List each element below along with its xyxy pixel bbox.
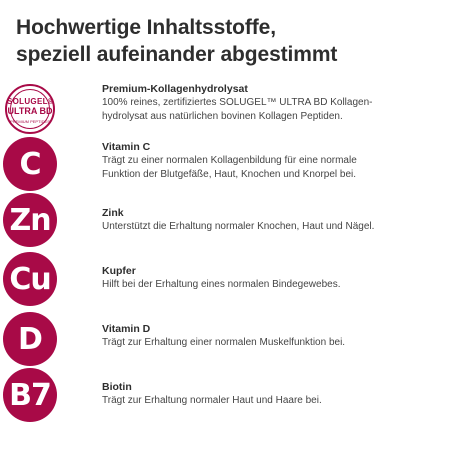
solugel-seal-logo bbox=[5, 84, 55, 134]
copper-badge: Cu bbox=[3, 252, 57, 306]
ingredient-description-line: Trägt zur Erhaltung normaler Haut und Haare bei. bbox=[102, 395, 322, 406]
ingredient-title: Vitamin D bbox=[102, 323, 151, 335]
title-line-2: speziell aufeinander abgestimmt bbox=[16, 43, 338, 66]
seal-tagline-text: PREMIUM PEPTIDES bbox=[10, 119, 50, 124]
ingredient-title: Biotin bbox=[102, 381, 132, 393]
ingredient-description-line: hydrolysat aus natürlichen bovinen Kollagen Peptiden. bbox=[102, 111, 343, 122]
ingredient-title: Vitamin C bbox=[102, 141, 151, 153]
ingredient-title: Kupfer bbox=[102, 265, 136, 277]
ingredient-text bbox=[102, 380, 452, 408]
zinc-badge: Zn bbox=[3, 193, 57, 247]
ingredient-description-line: 100% reines, zertifiziertes SOLUGEL™ ULTRA BD Kollagen- bbox=[102, 97, 373, 108]
ingredient-title: Premium-Kollagenhydrolysat bbox=[102, 83, 248, 95]
vitamin-d-badge: D bbox=[3, 312, 57, 366]
ingredient-description-line: Unterstützt die Erhaltung normaler Knochen, Haut und Nägel. bbox=[102, 221, 375, 232]
ingredient-text bbox=[102, 206, 452, 234]
ingredient-title: Zink bbox=[102, 207, 124, 219]
ingredient-description-line: Funktion der Blutgefäße, Haut, Knochen und Knorpel bei. bbox=[102, 169, 357, 180]
ingredient-text bbox=[102, 264, 452, 292]
seal-brand-text: SOLUGEL® bbox=[7, 97, 54, 106]
seal-product-text: ULTRA BD bbox=[7, 106, 53, 116]
biotin-badge: B7 bbox=[3, 368, 57, 422]
vitamin-c-badge: C bbox=[3, 137, 57, 191]
ingredient-description-line: Hilft bei der Erhaltung eines normalen Bindegewebes. bbox=[102, 279, 341, 290]
ingredient-description-line: Trägt zur Erhaltung einer normalen Muskelfunktion bei. bbox=[102, 337, 346, 348]
ingredient-description-line: Trägt zu einer normalen Kollagenbildung für eine normale bbox=[102, 155, 357, 166]
title-line-1: Hochwertige Inhaltsstoffe, bbox=[16, 16, 276, 39]
page-title bbox=[16, 14, 337, 68]
ingredient-text bbox=[102, 322, 452, 350]
ingredient-text bbox=[102, 140, 452, 182]
ingredient-text bbox=[102, 82, 452, 124]
